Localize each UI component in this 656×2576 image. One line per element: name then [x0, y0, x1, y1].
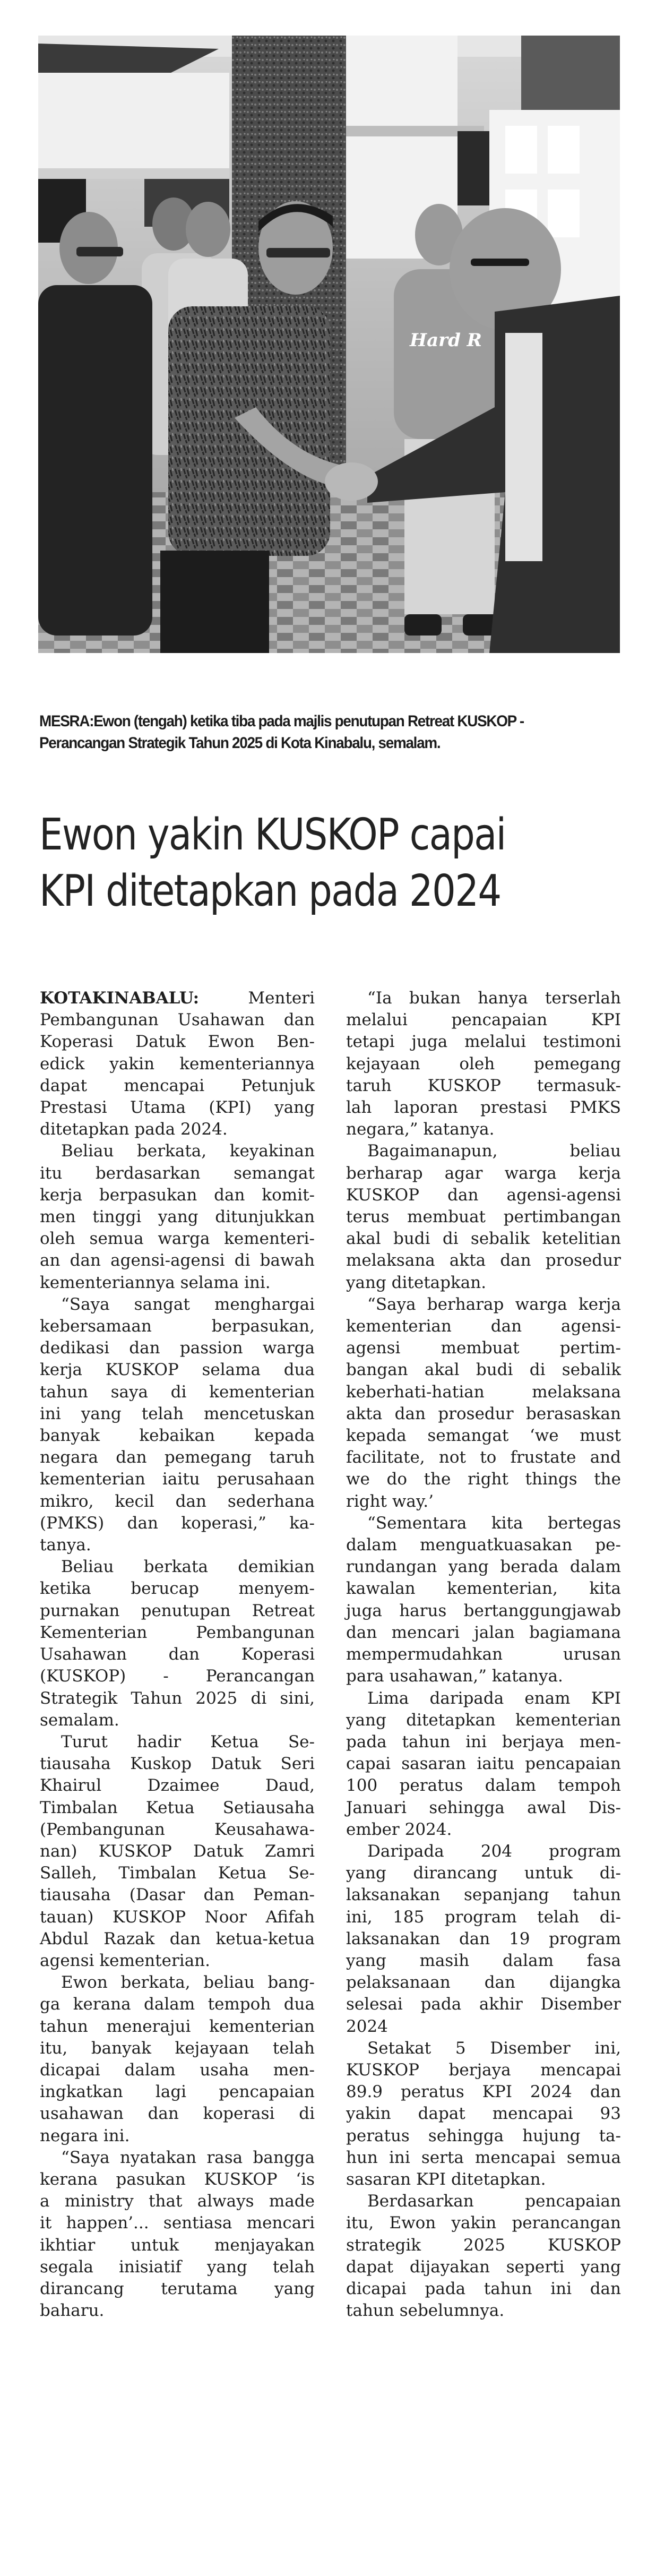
text-line: laksanakan dan 19 program [346, 1929, 621, 1948]
text-line: facilitate, not to frustate and [346, 1448, 621, 1467]
text-line: Januari sehingga awal Dis- [346, 1798, 621, 1817]
text-line: mikro, kecil dan sederhana [40, 1491, 315, 1511]
text-line: kepada semangat ‘we must [346, 1426, 621, 1446]
dateline-line: KOTAKINABALU: Menteri [40, 989, 315, 1008]
text-line: Timbalan Ketua Setiausaha [40, 1798, 315, 1817]
text-line: capai sasaran iaitu pencapaian [346, 1754, 621, 1774]
text-line: para usahawan,” katanya. [346, 1667, 563, 1686]
text-line: tauan) KUSKOP Noor Afifah [40, 1907, 315, 1927]
text-line: dicapai dalam usaha men- [40, 2060, 315, 2080]
text-line: tahun saya di kementerian [40, 1382, 315, 1402]
text-line: (PMKS) dan koperasi,” ka- [40, 1513, 315, 1533]
text-line: akta dan prosedur berasaskan [346, 1404, 621, 1423]
text-line: keberhati-hatian melaksana [346, 1382, 621, 1402]
text-line: a ministry that always made [40, 2192, 315, 2211]
text-line: Usahawan dan Koperasi [40, 1645, 315, 1664]
headline-line-1: Ewon yakin KUSKOP capai [39, 810, 506, 860]
text-line: melalui pencapaian KPI [346, 1010, 621, 1030]
text-line: itu berdasarkan semangat [40, 1163, 315, 1183]
text-line: bangan akal budi di sebalik [346, 1360, 621, 1380]
article-paragraph [346, 1513, 621, 1688]
text-line: sasaran KPI ditetapkan. [346, 2169, 546, 2189]
text-line: ember 2024. [346, 1819, 452, 1839]
text-line: yang dirancang untuk di- [346, 1864, 621, 1883]
article-paragraph [40, 1556, 315, 1731]
text-line: ketika berucap menyem- [40, 1579, 315, 1599]
text-line: Turut hadir Ketua Se- [61, 1732, 315, 1751]
text-line: tanya. [40, 1535, 91, 1555]
text-line: 89.9 peratus KPI 2024 dan [346, 2082, 621, 2102]
text-line: dan mencari jalan bagiamana [346, 1622, 621, 1642]
text-line: Prestasi Utama (KPI) yang [40, 1098, 315, 1118]
text-line: kerana pasukan KUSKOP ‘is [40, 2169, 315, 2189]
text-line: Setakat 5 Disember ini, [367, 2038, 621, 2058]
text-line: Berdasarkan pencapaian [367, 2192, 621, 2211]
text-line: “Saya nyatakan rasa bangga [61, 2148, 315, 2167]
text-line: kerja KUSKOP selama dua [40, 1360, 315, 1380]
photo-caption [39, 710, 582, 754]
text-line: itu, Ewon yakin perancangan [346, 2213, 621, 2233]
text-line: berharap agar warga kerja [346, 1163, 621, 1183]
text-line: ikhtiar untuk menjayakan [40, 2235, 315, 2255]
text-line: it happen’... sentiasa mencari [40, 2213, 315, 2233]
text-line: yang masih dalam fasa [346, 1951, 621, 1970]
text-line: negara ini. [40, 2126, 130, 2145]
article-paragraph [346, 1688, 621, 1841]
text-line: usahawan dan koperasi di [40, 2104, 315, 2124]
text-line: ingkatkan lagi pencapaian [40, 2082, 315, 2102]
text-line: 100 peratus dalam tempoh [346, 1776, 621, 1796]
article-paragraph [40, 988, 315, 1140]
text-line: negara dan pemegang taruh [40, 1448, 315, 1467]
text-line: akal budi di sebalik ketelitian [346, 1229, 621, 1249]
text-line: dicapai pada tahun ini dan [346, 2279, 621, 2298]
article-paragraph [40, 1731, 315, 1972]
text-line: terus membuat pertimbangan [346, 1207, 621, 1227]
text-line: kejayaan oleh pemegang [346, 1054, 621, 1074]
text-line: dirancang terutama yang [40, 2279, 315, 2298]
text-line: (KUSKOP) - Perancangan [40, 1667, 315, 1686]
text-line: “Sementara kita bertegas [367, 1513, 621, 1533]
text-line: yakin dapat mencapai 93 [346, 2104, 621, 2124]
text-line: Pembangunan Usahawan dan [40, 1010, 315, 1030]
text-line: Lima daripada enam KPI [367, 1688, 621, 1708]
photo-scene [38, 36, 620, 653]
article-photo [38, 36, 620, 653]
article-paragraph [346, 1294, 621, 1513]
article-paragraph [40, 1140, 315, 1293]
text-line: pelaksanaan dan dijangka [346, 1973, 621, 1993]
text-line: itu, banyak kejayaan telah [40, 2038, 315, 2058]
text-line: peratus sehingga hujung ta- [346, 2126, 621, 2145]
text-line: tahun sebelumnya. [346, 2301, 505, 2321]
text-line: oleh semua warga kementeri- [40, 1229, 315, 1249]
text-line: we do the right things the [346, 1470, 621, 1489]
text-line: Salleh, Timbalan Ketua Se- [40, 1864, 315, 1883]
article-paragraph [40, 1972, 315, 2147]
text-line: edick yakin kementeriannya [40, 1054, 315, 1074]
text-line: an dan agensi-agensi di bawah [40, 1251, 315, 1270]
article-headline [39, 807, 546, 920]
text-line: kebersamaan berpasukan, [40, 1317, 315, 1336]
text-line: semalam. [40, 1710, 119, 1730]
article-paragraph [40, 2147, 315, 2322]
text-line: juga harus bertanggungjawab [346, 1601, 621, 1620]
text-line: tetapi juga melalui testimoni [346, 1032, 621, 1052]
text-line: segala inisiatif yang telah [40, 2257, 315, 2277]
text-line: nan) KUSKOP Datuk Zamri [40, 1841, 315, 1861]
text-line: Beliau berkata, keyakinan [61, 1141, 315, 1161]
text-line: kementerian iaitu perusahaan [40, 1470, 315, 1489]
headline-line-2: KPI ditetapkan pada 2024 [39, 866, 501, 916]
text-line: KUSKOP berjaya mencapai [346, 2060, 621, 2080]
text-line: kementerian dan agensi- [346, 1317, 621, 1336]
text-line: banyak kebaikan kepada [40, 1426, 315, 1446]
text-line: men tinggi yang ditunjukkan [40, 1207, 315, 1227]
text-line: ini yang telah mencetuskan [40, 1404, 315, 1423]
caption-text: Ewon (tengah) ketika tiba pada majlis penutupan Retreat KUSKOP - Perancangan Strategik Tahun 2025 di Kota Kinabalu, semalam. [39, 712, 524, 752]
article-paragraph [40, 1294, 315, 1556]
text-line: dedikasi dan passion warga [40, 1338, 315, 1358]
caption-lead: MESRA: [39, 712, 94, 730]
article-paragraph [346, 2191, 621, 2322]
article-column-right [346, 988, 621, 2322]
text-line: laksanakan sepanjang tahun [346, 1885, 621, 1905]
text-line: Koperasi Datuk Ewon Ben- [40, 1032, 315, 1052]
text-line: mempermudahkan urusan [346, 1645, 621, 1664]
text-line: Daripada 204 program [367, 1841, 621, 1861]
text-line: hun ini serta mencapai semua [346, 2148, 621, 2167]
text-line: Khairul Dzaimee Daud, [40, 1776, 315, 1796]
text-line: “Saya berharap warga kerja [367, 1294, 621, 1314]
article-paragraph [346, 2038, 621, 2191]
text-line: agensi kementerian. [40, 1951, 210, 1970]
article-column-left [40, 988, 315, 2322]
text-line: Strategik Tahun 2025 di sini, [40, 1688, 315, 1708]
text-line: tiausaha (Dasar dan Peman- [40, 1885, 315, 1905]
text-line: (Pembangunan Keusahawa- [40, 1819, 315, 1839]
text-line: Abdul Razak dan ketua-ketua [40, 1929, 315, 1948]
article-paragraph [346, 1841, 621, 2038]
text-line: strategik 2025 KUSKOP [346, 2235, 621, 2255]
text-line: kerja berpasukan dan komit- [40, 1185, 315, 1205]
text-line: Beliau berkata demikian [61, 1557, 315, 1577]
article-paragraph [346, 1140, 621, 1293]
text-line: rundangan yang berada dalam [346, 1557, 621, 1577]
text-line: pada tahun ini berjaya men- [346, 1732, 621, 1751]
text-line: ini, 185 program telah di- [346, 1907, 621, 1927]
text-line: KUSKOP dan agensi-agensi [346, 1185, 621, 1205]
text-line: “Ia bukan hanya terserlah [367, 989, 621, 1008]
text-line: negara,” katanya. [346, 1120, 495, 1139]
text-line: Ewon berkata, beliau bang- [61, 1973, 315, 1993]
dateline: KOTAKINABALU: [40, 989, 200, 1008]
text-line: melaksana akta dan prosedur [346, 1251, 621, 1270]
text-line: selesai pada akhir Disember [346, 1995, 621, 2014]
text-line: ditetapkan pada 2024. [40, 1120, 228, 1139]
text-line: purnakan penutupan Retreat [40, 1601, 315, 1620]
text-line: ga kerana dalam tempoh dua [40, 1995, 315, 2014]
text-line: kawalan kementerian, kita [346, 1579, 621, 1599]
text-line: lah laporan prestasi PMKS [346, 1098, 621, 1118]
text-line: dapat dijayakan seperti yang [346, 2257, 621, 2277]
text-line: dalam menguatkuasakan pe- [346, 1535, 621, 1555]
text-line: taruh KUSKOP termasuk- [346, 1076, 621, 1095]
text-line: yang ditetapkan kementerian [346, 1710, 621, 1730]
text-line: baharu. [40, 2301, 105, 2321]
text-line: 2024 [346, 2016, 388, 2036]
article-paragraph [346, 988, 621, 1140]
text-line: Kementerian Pembangunan [40, 1622, 315, 1642]
shirt-logo-text: Hard R [410, 330, 482, 351]
text-line: yang ditetapkan. [346, 1273, 487, 1292]
text-line: tahun menerajui kementerian [40, 2016, 315, 2036]
text-line: tiausaha Kuskop Datuk Seri [40, 1754, 315, 1774]
text-line: kementeriannya selama ini. [40, 1273, 271, 1292]
text-line: right way.’ [346, 1491, 434, 1511]
text-line: “Saya sangat menghargai [61, 1294, 315, 1314]
text-line: dapat mencapai Petunjuk [40, 1076, 315, 1095]
text-line: Bagaimanapun, beliau [367, 1141, 621, 1161]
text-line: agensi membuat pertim- [346, 1338, 621, 1358]
